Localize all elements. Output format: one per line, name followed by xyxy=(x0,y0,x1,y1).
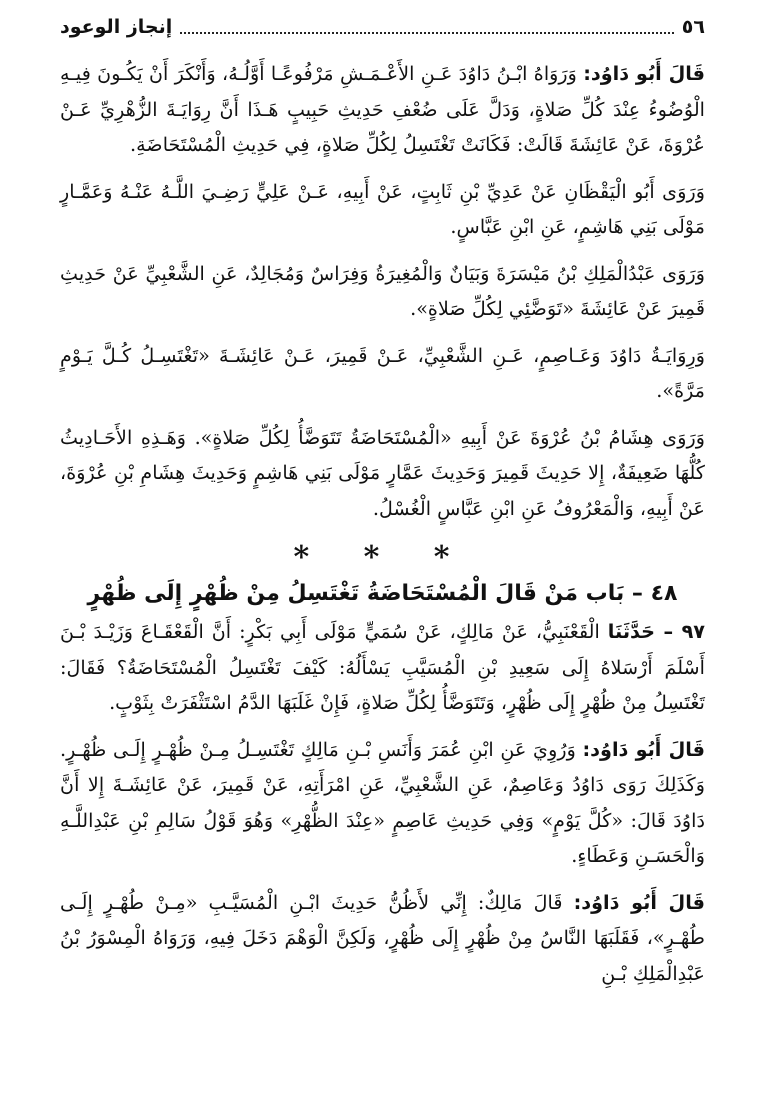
header-dot-leader xyxy=(180,20,674,34)
paragraph-text: قَالَ مَالِكٌ: إِنِّي لأَظُنُّ حَدِيثَ ابْـنِ الْمُسَيَّـبِ «مِـنْ طُهْـرٍ إِلَـى طُهْـرٍ»، فَقَلَبَهَا النَّاسُ مِنْ ظُهْرٍ إِلَى ظُهْرٍ، وَلَكِنَّ الْوَهْمَ دَخَلَ فِيهِ، وَرَوَاهُ الْمِسْوَرُ بْنُ عَبْدِالْمَلِكِ بْـنِ xyxy=(60,890,705,985)
paragraph-6 xyxy=(60,732,705,874)
section-separator: * * * xyxy=(293,540,472,575)
chapter-title: ٤٨ – بَاب مَنْ قَالَ الْمُسْتَحَاضَةُ تَغْتَسِلُ مِنْ ظُهْرٍ إِلَى ظُهْرٍ xyxy=(87,581,678,606)
paragraph-text: وَرَوَى هِشَامُ بْنُ عُرْوَةَ عَنْ أَبِيهِ «الْمُسْتَحَاضَةُ تَتَوَضَّأُ لِكُلِّ صَلاةٍ». وَهَـذِهِ الأَحَـادِيثُ كُلُّهَا ضَعِيفَةٌ، إِلا حَدِيثَ قَمِيرَ وَحَدِيثَ عَمَّارٍ مَوْلَى بَنِي هَاشِمٍ وَحَدِيثَ هِشَامِ بْنِ عُرْوَةَ، عَنْ أَبِيهِ، وَالْمَعْرُوفُ عَنِ ابْنِ عَبَّاسٍ الْغُسْلُ. xyxy=(60,425,705,520)
paragraph-1 xyxy=(60,56,705,163)
paragraph-text: وَرَوَى عَبْدُالْمَلِكِ بْنُ مَيْسَرَةَ وَبَيَانٌ وَالْمُغِيرَةُ وَفِرَاسٌ وَمُجَالِدٌ، عَنِ الشَّعْبِيِّ عَنْ حَدِيثِ قَمِيرَ عَنْ عَائِشَةَ «تَوَضَّئِي لِكُلِّ صَلاةٍ». xyxy=(60,261,705,320)
speaker-label: قَالَ أَبُو دَاوُد: xyxy=(582,737,705,761)
hadith-number: ٩٧ – حَدَّثَنَا xyxy=(607,620,706,643)
paragraph-text: الْقَعْنَبِيُّ، عَنْ مَالِكٍ، عَنْ سُمَيٍّ مَوْلَى أَبِي بَكْرٍ: أَنَّ الْقَعْقَـاعَ وَزَيْـدَ بْـنَ أَسْلَمَ أَرْسَلاهُ إِلَى سَعِيدِ بْنِ الْمُسَيَّبِ يَسْأَلُهُ: كَيْفَ تَغْتَسِلُ الْمُسْتَحَاضَةُ؟ فَقَالَ: تَغْتَسِلُ مِنْ ظُهْرٍ إِلَى ظُهْرٍ، وَتَتَوَضَّأُ لِكُلِّ صَلاةٍ، فَإِنْ غَلَبَهَا الدَّمُ اسْتَثْفَرَتْ بِثَوْبٍ. xyxy=(60,620,705,714)
running-header xyxy=(60,14,705,40)
paragraph-text: وَرُوِيَ عَنِ ابْنِ عُمَرَ وَأَنَسِ بْـنِ مَالِكٍ تَغْتَسِـلُ مِـنْ ظُهْـرٍ إِلَـى ظُهْـرٍ. وَكَذَلِكَ رَوَى دَاوُدُ وَعَاصِمٌ، عَنِ الشَّعْبِيِّ، عَنِ امْرَأَتِهِ، عَنْ قَمِيرَ، عَنْ عَائِشَـةَ إِلا أَنَّ دَاوُدَ قَالَ: «كُلَّ يَوْمٍ» وَفِي حَدِيثِ عَاصِمٍ «عِنْدَ الظُّهْرِ» وَهُوَ قَوْلُ سَالِمِ بْنِ عَبْدِاللَّـهِ وَالْحَسَـنِ وَعَطَاءٍ. xyxy=(60,737,705,867)
speaker-label: قَالَ أَبُو دَاوُد: xyxy=(573,890,705,914)
hadith-97 xyxy=(60,614,705,721)
speaker-label: قَالَ أَبُو دَاوُد: xyxy=(583,62,705,85)
paragraph-text: وَرِوَايَـةُ دَاوُدَ وَعَـاصِمٍ، عَـنِ الشَّعْبِيِّ، عَـنْ قَمِيرَ، عَـنْ عَائِشَـةَ «تَغْتَسِـلُ كُـلَّ يَـوْمٍ مَرَّةً». xyxy=(60,343,705,402)
page-number: ٥٦ xyxy=(681,16,705,38)
paragraph-7 xyxy=(60,885,705,992)
running-title: إنجاز الوعود xyxy=(60,16,173,38)
paragraph-text: وَرَوَى أَبُو الْيَقْظَانِ عَنْ عَدِيِّ بْنِ ثَابِتٍ، عَنْ أَبِيهِ، عَـنْ عَلِيٍّ رَضِـيَ اللَّـهُ عَنْـهُ وَعَمَّـارٍ مَوْلَى بَنِي هَاشِمٍ، عَنِ ابْنِ عَبَّاسٍ. xyxy=(60,179,705,238)
paragraph-3 xyxy=(60,256,705,327)
paragraph-4 xyxy=(60,338,705,409)
paragraph-5 xyxy=(60,420,705,527)
paragraph-2 xyxy=(60,174,705,245)
paragraph-text: وَرَوَاهُ ابْـنُ دَاوُدَ عَـنِ الأَعْـمَـشِ مَرْفُوعًـا أَوَّلُـهُ، وَأَنْكَرَ أَنْ يَكُـونَ فِيـهِ الْوُضُوءُ عِنْدَ كُلِّ صَلاةٍ، وَدَلَّ عَلَى ضُعْفِ حَدِيثِ حَبِيبٍ هَـذَا أَنَّ رِوَايَـةَ الزُّهْرِيِّ عَـنْ عُرْوَةَ، عَنْ عَائِشَةَ قَالَتْ: فَكَانَتْ تَغْتَسِلُ لِكُلِّ صَلاةٍ، فِي حَدِيثِ الْمُسْتَحَاضَةِ. xyxy=(60,62,705,156)
